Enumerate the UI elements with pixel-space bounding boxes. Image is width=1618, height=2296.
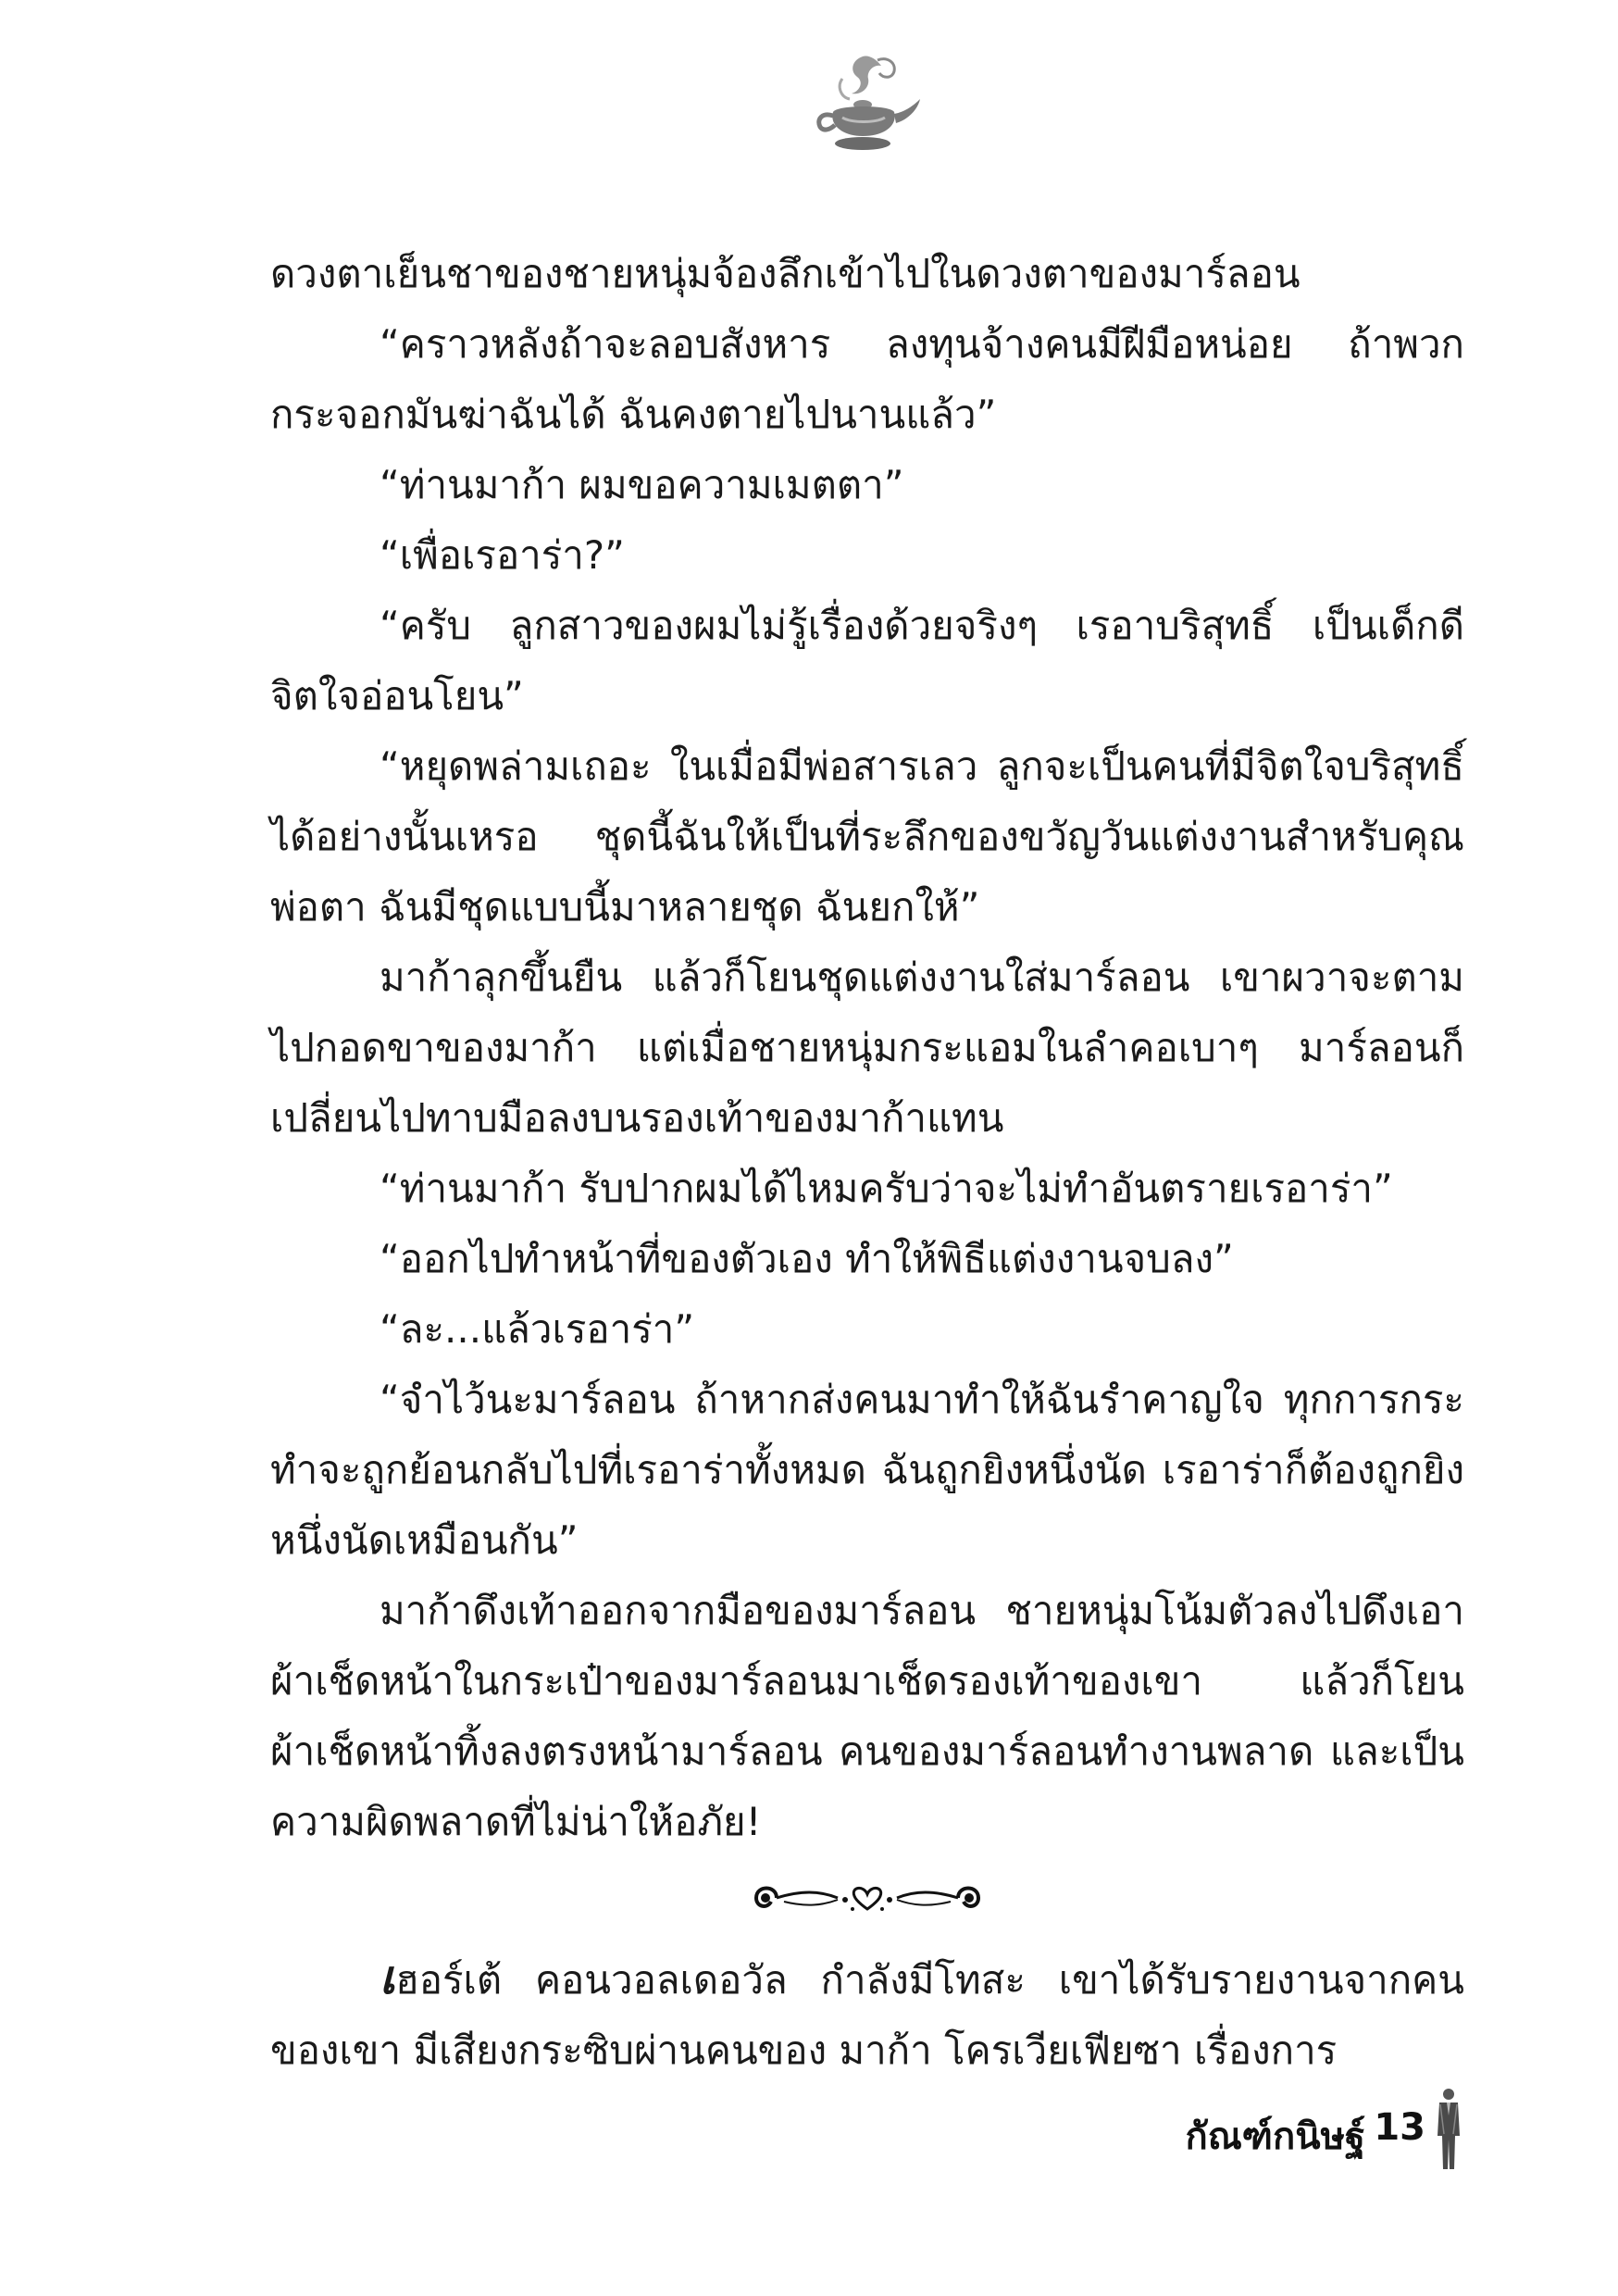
drop-letter: เ [380, 1950, 396, 2004]
author-name: กัณฑ์กนิษฐ์ [1185, 2115, 1365, 2158]
paragraph: “ท่านมาก้า รับปากผมได้ไหมครับว่าจะไม่ทำอันตรายเรอาร่า” [380, 1166, 1393, 1211]
body-text [270, 239, 1464, 2086]
paragraph: มาก้าลุกขึ้นยืน แล้วก็โยนชุดแต่งงานใส่มาร์ลอน เขาผวาจะตามไปกอดขาของมาก้า แต่เมื่อชายหนุ่มกระแอมในลำคอเบาๆ มาร์ลอนก็เปลี่ยนไปทาบมือลงบนรองเท้าของมาก้าแทน [270, 955, 1464, 1141]
page-footer [1064, 2088, 1462, 2171]
paragraph-text: ฮอร์เต้ คอนวอลเดอวัล กำลังมีโทสะ เขาได้รับรายงานจากคนของเขา มีเสียงกระซิบผ่านคนของ มาก้า โครเวียเฟียซา เรื่องการ [270, 1957, 1464, 2073]
ornamental-divider-icon [745, 1872, 989, 1924]
page-number: 13 [1374, 2106, 1425, 2149]
paragraph: “คราวหลังถ้าจะลอบสังหาร ลงทุนจ้างคนมีฝีมือหน่อย ถ้าพวกกระจอกมันฆ่าฉันได้ ฉันคงตายไปนานแล้ว” [270, 321, 1464, 437]
man-in-suit-icon [1435, 2088, 1462, 2171]
paragraph: “ท่านมาก้า ผมขอความเมตตา” [380, 462, 904, 507]
section-divider [270, 1857, 1464, 1942]
paragraph: มาก้าดึงเท้าออกจากมือของมาร์ลอน ชายหนุ่มโน้มตัวลงไปดึงเอาผ้าเช็ดหน้าในกระเป๋าของมาร์ลอนมาเช็ดรองเท้าของเขา แล้วก็โยนผ้าเช็ดหน้าทิ้งลงตรงหน้ามาร์ลอน คนของมาร์ลอนทำงานพลาด และเป็นความผิดพลาดที่ไม่น่าให้อภัย! [270, 1588, 1464, 1844]
genie-lamp-icon [805, 51, 926, 162]
paragraph: “หยุดพล่ามเถอะ ในเมื่อมีพ่อสารเลว ลูกจะเป็นคนที่มีจิตใจบริสุทธิ์ได้อย่างนั้นเหรอ ชุดนี้ฉันให้เป็นที่ระลึกของขวัญวันแต่งงานสำหรับคุณพ่อตา ฉันมีชุดแบบนี้มาหลายชุด ฉันยกให้” [270, 743, 1464, 930]
paragraph: “เพื่อเรอาร่า?” [380, 532, 625, 578]
paragraph: ดวงตาเย็นชาของชายหนุ่มจ้องลึกเข้าไปในดวงตาของมาร์ลอน [270, 251, 1301, 296]
paragraph: “ครับ ลูกสาวของผมไม่รู้เรื่องด้วยจริงๆ เรอาบริสุทธิ์ เป็นเด็กดีจิตใจอ่อนโยน” [270, 603, 1464, 718]
paragraph: “ออกไปทำหน้าที่ของตัวเอง ทำให้พิธีแต่งงานจบลง” [380, 1236, 1234, 1281]
paragraph: “จำไว้นะมาร์ลอน ถ้าหากส่งคนมาทำให้ฉันรำคาญใจ ทุกการกระทำจะถูกย้อนกลับไปที่เรอาร่าทั้งหมด ฉันถูกยิงหนึ่งนัด เรอาร่าก็ต้องถูกยิงหนึ่งนัดเหมือนกัน” [270, 1377, 1464, 1563]
paragraph: “ละ...แล้วเรอาร่า” [380, 1306, 695, 1352]
paragraph-section-two [270, 1942, 1464, 2086]
